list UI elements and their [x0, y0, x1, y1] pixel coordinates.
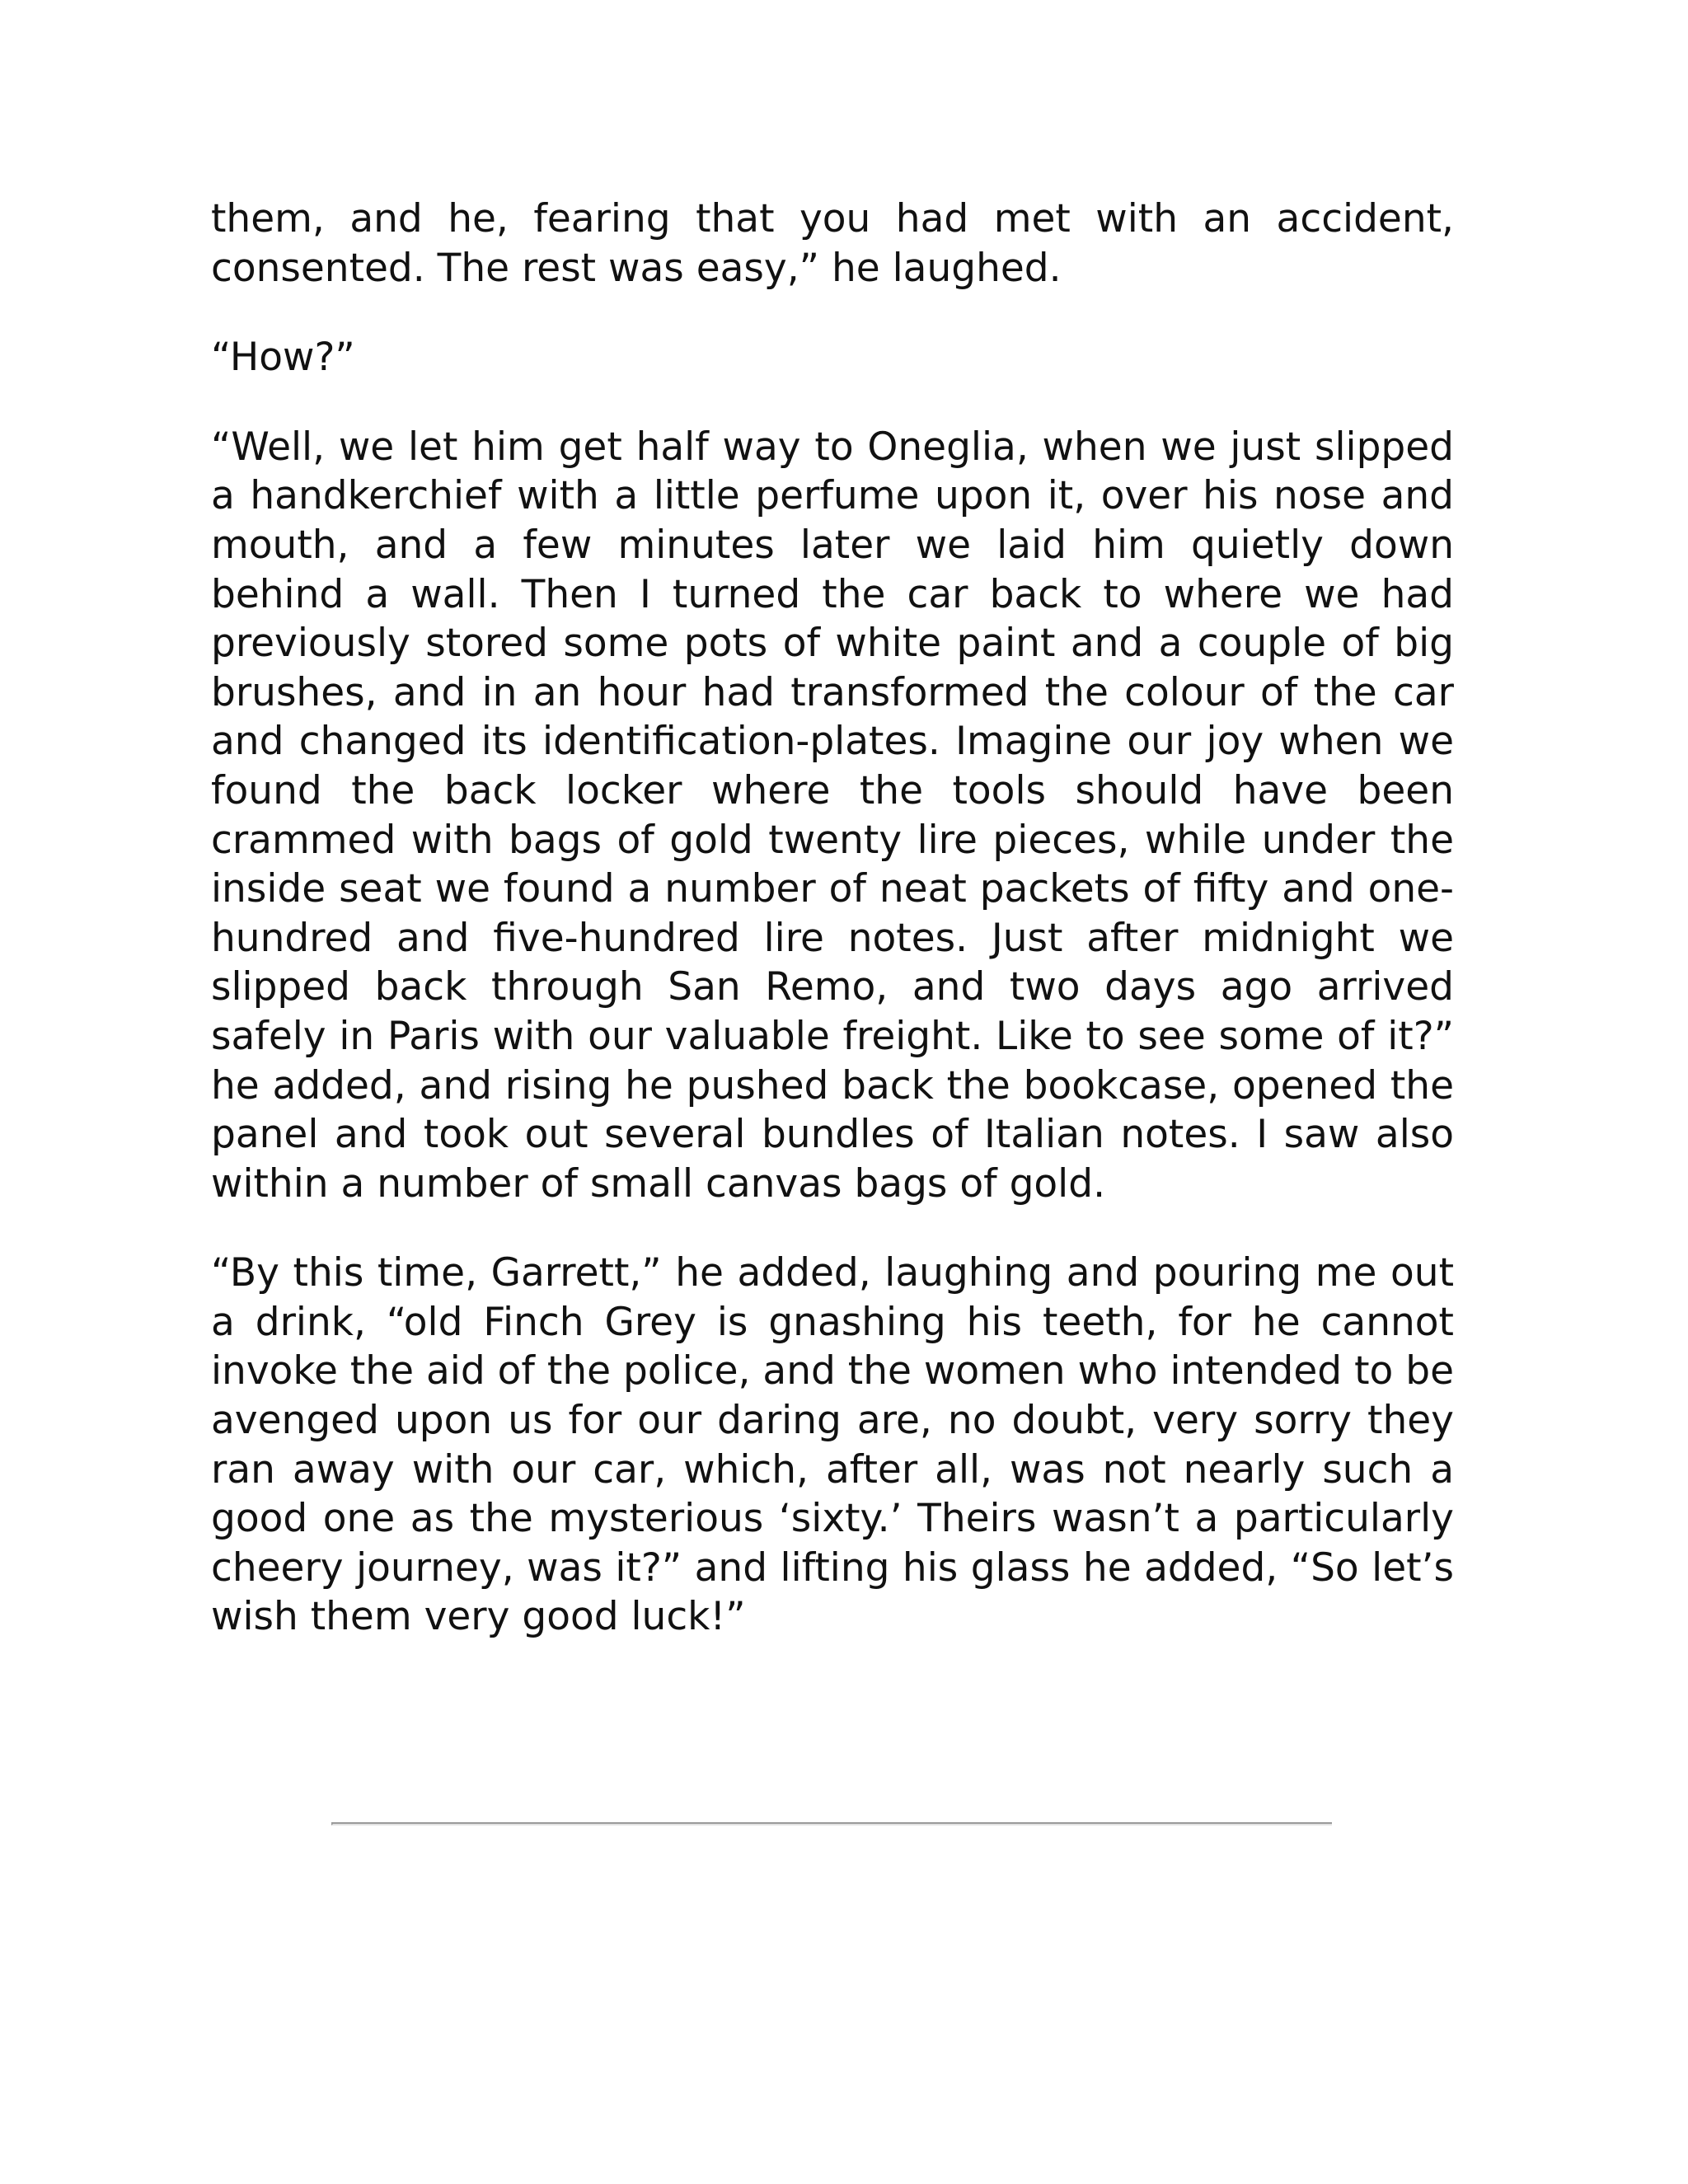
paragraph-1: them, and he, fearing that you had met with an accident, consented. The rest was easy,” he laughed.	[211, 196, 1454, 291]
horizontal-rule	[331, 1822, 1332, 1825]
paragraph-2: “How?”	[211, 335, 355, 381]
document-body	[211, 194, 1454, 1682]
paragraph-4: “By this time, Garrett,” he added, laughing and pouring me out a drink, “old Finch Grey is gnashing his teeth, for he cannot invoke the aid of the police, and the women who intended to be avenged upon us for our daring are, no doubt, very sorry they ran away with our car, which, after all, was not nearly such a good one as the mysterious ‘sixty.’ Theirs wasn’t a particularly cheery journey, was it?” and lifting his glass he added, “So let’s wish them very good luck!”	[211, 1250, 1454, 1640]
paragraph-3: “Well, we let him get half way to Oneglia, when we just slipped a handkerchief with a little perfume upon it, over his nose and mouth, and a few minutes later we laid him quietly down behind a wall. Then I turned the car back to where we had previously stored some pots of white paint and a couple of big brushes, and in an hour had transformed the colour of the car and changed its identification-plates. Imagine our joy when we found the back locker where the tools should have been crammed with bags of gold twenty lire pieces, while under the inside seat we found a number of neat packets of fifty and one-hundred and five-hundred lire notes. Just after midnight we slipped back through San Remo, and two days ago arrived safely in Paris with our valuable freight. Like to see some of it?” he added, and rising he pushed back the bookcase, opened the panel and took out several bundles of Italian notes. I saw also within a number of small canvas bags of gold.	[211, 424, 1454, 1207]
